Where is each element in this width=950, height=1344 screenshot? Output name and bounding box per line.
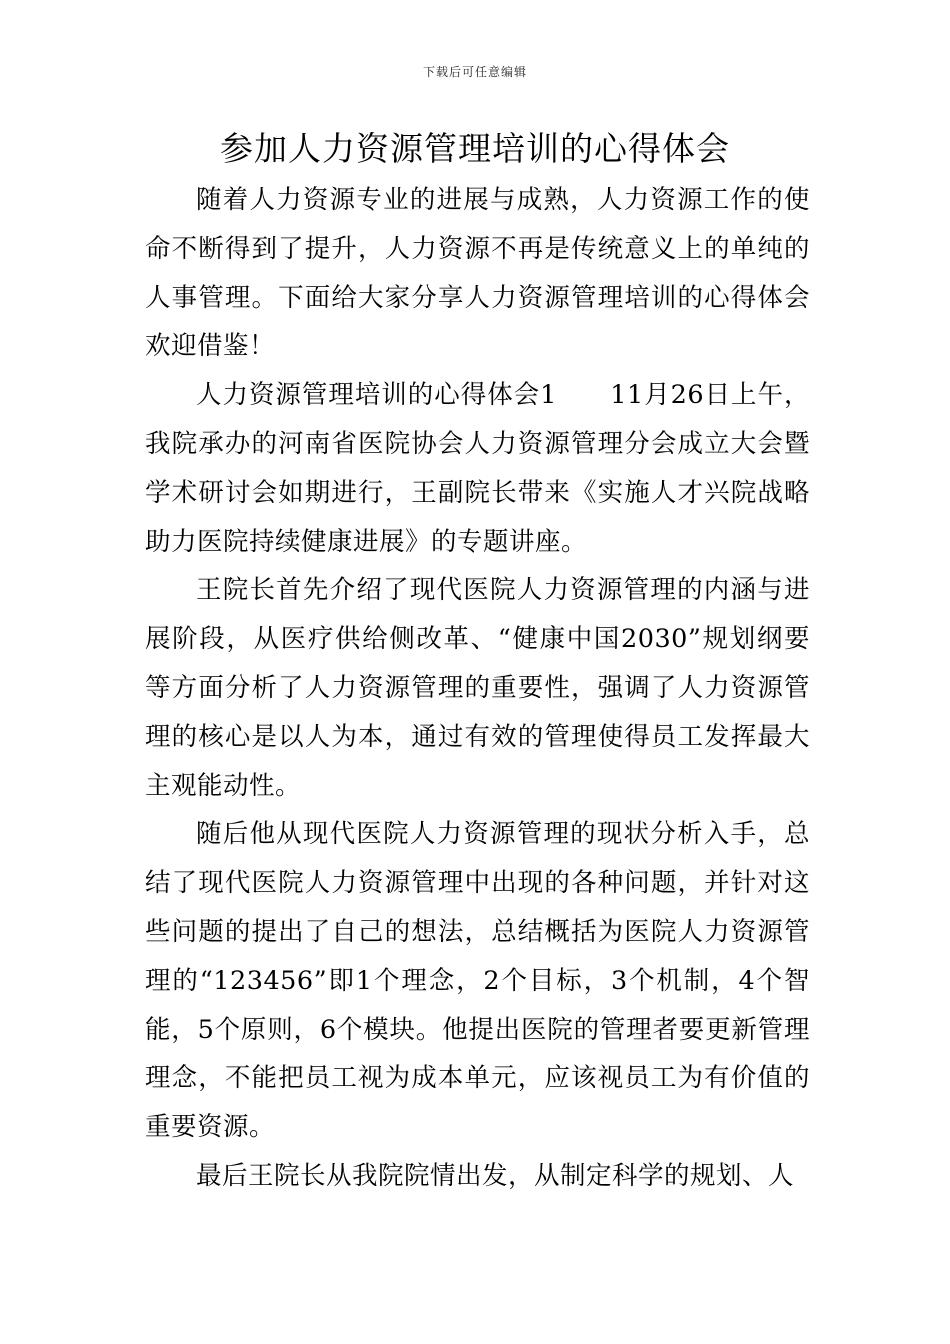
- paragraph: 随后他从现代医院人力资源管理的现状分析入手，总结了现代医院人力资源管理中出现的各种问题，并针对这些问题的提出了自己的想法，总结概括为医院人力资源管理的“123456”即1个理念，2个目标，3个机制，4个智能，5个原则，6个模块。他提出医院的管理者要更新管理理念，不能把员工视为成本单元，应该视员工为有价值的重要资源。: [145, 819, 810, 1143]
- document-body: [145, 176, 810, 1201]
- paragraph: 王院长首先介绍了现代医院人力资源管理的内涵与进展阶段，从医疗供给侧改革、“健康中国2030”规划纲要等方面分析了人力资源管理的重要性，强调了人力资源管理的核心是以人为本，通过有效的管理使得员工发挥最大主观能动性。: [145, 575, 810, 801]
- paragraph: 人力资源管理培训的心得体会1 11月26日上午，我院承办的河南省医院协会人力资源管理分会成立大会暨学术研讨会如期进行，王副院长带来《实施人才兴院战略助力医院持续健康进展》的专题讲座。: [145, 380, 810, 557]
- document-title: 参加人力资源管理培训的心得体会: [220, 129, 730, 168]
- paragraph: 随着人力资源专业的进展与成熟，人力资源工作的使命不断得到了提升，人力资源不再是传统意义上的单纯的人事管理。下面给大家分享人力资源管理培训的心得体会欢迎借鉴！: [145, 185, 810, 362]
- paragraph: 最后王院长从我院院情出发，从制定科学的规划、人: [196, 1160, 795, 1191]
- header-note: 下载后可任意编辑: [422, 65, 527, 79]
